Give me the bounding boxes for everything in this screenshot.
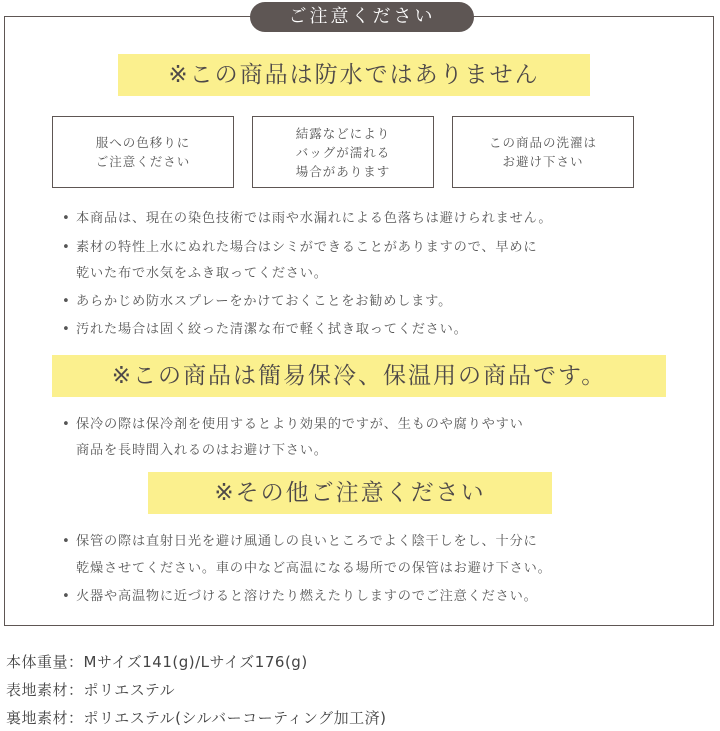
caution-box-no-washing (452, 116, 634, 188)
note-line: • 汚れた場合は固く絞った清潔な布で軽く拭き取ってください。 (62, 322, 468, 337)
note-line: 乾燥させてください。車の中など高温になる場所での保管はお避け下さい。 (76, 561, 552, 576)
note-line: • 素材の特性上水にぬれた場合はシミができることがありますので、早めに (62, 240, 538, 255)
caution-box-condensation (252, 116, 434, 188)
box-text: ご注意ください (95, 154, 191, 169)
note-line: • あらかじめ防水スプレーをかけておくことをお勧めします。 (62, 294, 453, 309)
note-line: 商品を長時間入れるのはお避け下さい。 (76, 443, 328, 458)
spec-weight: 本体重量：Mサイズ141(g)/Lサイズ176(g) (6, 653, 308, 671)
box-text: バッグが濡れる (295, 144, 391, 160)
note-line: • 保冷の際は保冷剤を使用するとより効果的ですが、生ものや腐りやすい (62, 417, 524, 432)
note-line: 乾いた布で水気をふき取ってください。 (76, 266, 328, 281)
box-text: 結露などにより (295, 125, 391, 141)
bullet-icon: • (62, 534, 71, 549)
caution-box-color-transfer (52, 116, 234, 188)
spec-outer-material: 表地素材：ポリエステル (6, 681, 176, 699)
box-text: お避け下さい (502, 154, 584, 169)
heading-other-cautions: ※その他ご注意ください (148, 472, 552, 514)
box-text: 場合があります (295, 163, 391, 179)
bullet-icon: • (62, 211, 71, 226)
note-line: • 保管の際は直射日光を避け風通しの良いところでよく陰干しをし、十分に (62, 534, 538, 549)
spec-lining-material: 裏地素材：ポリエステル(シルバーコーティング加工済) (6, 709, 387, 727)
notice-title: ご注意ください (250, 2, 474, 32)
note-line: • 本商品は、現在の染色技術では雨や水漏れによる色落ちは避けられません。 (62, 211, 553, 226)
bullet-icon: • (62, 240, 71, 255)
bullet-icon: • (62, 294, 71, 309)
heading-not-waterproof: ※この商品は防水ではありません (118, 54, 590, 96)
note-line: • 火器や高温物に近づけると溶けたり燃えたりしますのでご注意ください。 (62, 589, 538, 604)
box-text: 服への色移りに (95, 135, 191, 150)
bullet-icon: • (62, 589, 71, 604)
box-text: この商品の洗濯は (488, 135, 597, 150)
bullet-icon: • (62, 322, 71, 337)
heading-cool-warm: ※この商品は簡易保冷、保温用の商品です。 (52, 355, 666, 397)
bullet-icon: • (62, 417, 71, 432)
